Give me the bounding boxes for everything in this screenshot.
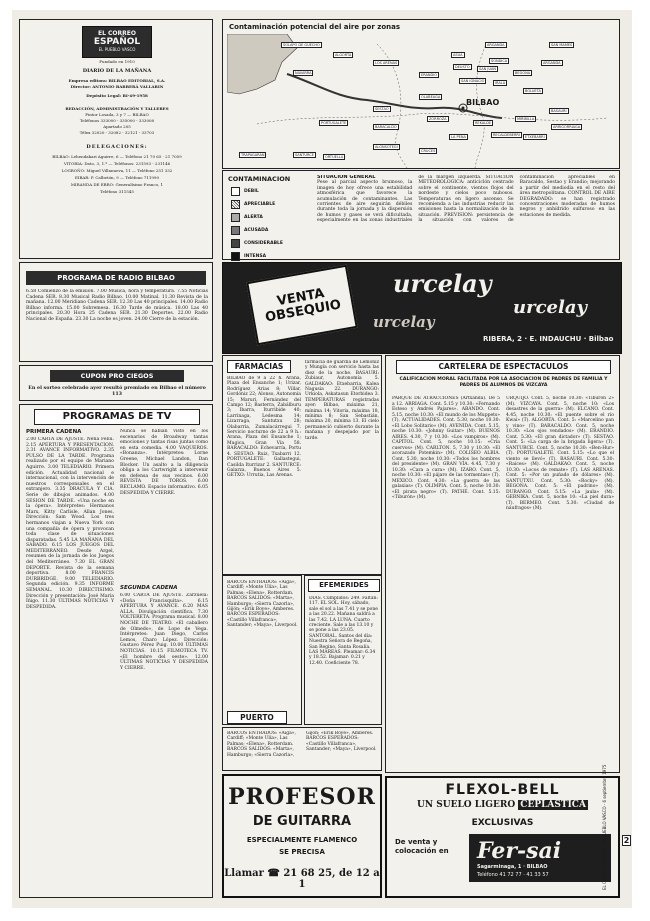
legend-label: INTENSA: [244, 254, 267, 259]
map-zone-label: MIRIBILLA: [517, 117, 535, 121]
legend-row: [231, 213, 313, 222]
flexol-line: [387, 800, 618, 810]
legend-list: [231, 187, 313, 265]
masthead-legal-deposit: Depósito Legal: BI-49-1958: [86, 93, 148, 98]
flexol-line-text: UN SUELO LIGERO: [417, 800, 516, 810]
ad-profesor-phone: Llamar ☎ 21 68 25, de 12 a 1: [224, 868, 380, 890]
cartelera-col1: PARQUE DE ATRACCIONES (Artxanda). De 5 a 12. ARRIAGA. Cont. 5.15 y 10.30: «Fernando Esteso y Andrés Pajares». ABANDO. Cont. 5.15, noche 10.30: «El mundo de los Muppets» (T). ACTUALIDADES. Cont. 5.30, noche 10.30: «El Lobo Solitario» (M). AVENIDA. Cont. 5.15, noche 10.30: «Johnny Guitar» (M). BUENOS AIRES. 4.30, 7 y 10.30: «Los vampiros» (M). CAPITOL. Cont. 5, noche 10.15: «Cría cuervos» (M). CARLTON. 5, 7.30 y 10.30: «El acorazado Potemkin» (M). COLISEO ALBIA. Cont. 5.30, noche 10.30: «Todos los hombres del presidente» (M). GRAN VÍA. 4.45, 7.30 y 10.30: «Cara a cara» (M). IZARO. Cont. 5, noche 10.30: «El pájaro de las tormentas» (T). MEXICO. Cont. 4.30: «La guerra de las galaxias» (T). OLIMPIA. Cont. 5, noche 10.30: «El pirata negro» (T). PATHÉ. Cont. 5.15: «Tiburón» (M).: [392, 396, 500, 500]
ad-profesor-title: PROFESOR: [228, 784, 376, 810]
legend-label: APRECIABLE: [244, 202, 276, 207]
radio-body: 6.58 Comienzo de la emisión. 7.00 Música, hora y temperatura. 7.55 Noticias Cadena SER. 8.30 Musical Radio Bilbao. 10.00 Matinal. 11.30 Revista de la mañana. 12.00 Meridiano Cadena SER. 12.30 Las 40 principales. 14.00 Radio Bilbao informa. 15.00 Sobremesa. 16.30 Tarde de música. 18.00 Las 40 principales. 20.30 Hora 25 Cadena SER. 21.30 Deportes. 22.00 Radio Nacional de España. 23.30 La noche es joven. 24.00 Cierre de la estación.: [26, 289, 208, 322]
map-zone-label: ALONSOTEGI: [375, 145, 398, 149]
puerto-section: [222, 575, 302, 725]
puerto-body: BARCOS ENTRADOS: «Aiga», Cardiff; «Monte Ulía», Las Palmas; «Elena», Rotterdam. BARCOS SALIDOS: «Marta», Hamburgo; «Sierra Cazorla», Gijón; «Erik Boye», Amberes. BARCOS ESPERADOS: «Castillo Villafranca», Santander; «Maya», Liverpool.: [227, 580, 298, 629]
masthead-logo: [82, 26, 152, 58]
legend-row: [231, 239, 313, 248]
map-zone-label: NAVARRA: [295, 71, 312, 75]
map-zone-label: CRUCES: [421, 149, 436, 153]
puerto-body-cont: BARCOS ENTRADOS: «Aiga», Cardiff; «Monte Ulía», Las Palmas; «Elena», Rotterdam. BARCOS SALIDOS: «Marta», Hamburgo; «Sierra Cazorla», Gijón; «Erik Boye», Amberes. BARCOS ESPERADOS: «Castillo Villafranca», Santander; «Maya», Liverpool.: [227, 731, 377, 758]
weather-article: [317, 175, 615, 257]
venta-obsequio-stamp: [246, 265, 358, 346]
masthead-box: [19, 19, 213, 259]
pollution-legend-box: [222, 170, 620, 260]
urcelay-address: RIBERA, 2 · E. INDAUCHU · Bilbao: [483, 335, 614, 343]
legend-row: [231, 226, 313, 235]
tv-col1: 2.00 CARTA DE AJUSTE. Nena Feliu. 2.15 APERTURA Y PRESENTACION. 2.31 AVANCE INFORMATIVO. 2.35 PULSO DE LA TARDE. Programa realizado por el equipo de Mariano Aguirre. 3.00 TELEDIARIO. Primera edición. Actualidad nacional e internacional, con la intervención de nuestros corresponsales en el extranjero. 3.35 DRÁCULA Y CIA. Serie de dibujos animados. 4.00 SESION DE TARDE. «Una noche en la ópera». Intérpretes: Hermanos Marx, Kitty Carlisle, Allan Jones. Dirección: Sam Wood. Los tres hermanos viajan a Nueva York con una compañía de ópera y provocan toda clase de situaciones disparatadas. 5.45 LA MAÑANA DEL SÁBADO. 6.15 LOS JUEGOS DEL MEDITERRÁNEO. Desde Argel, resumen de la jornada de los Juegos del Mediterráneo. 7.30 EL GRAN DEPORTE. Revista de la semana deportiva. 8.00 FRANCIS DURBRIDGE. 9.00 TELEDIARIO. Segunda edición. 9.35 INFORME SEMANAL. 10.30 DIRECTISIMO. Dirección y presentación: José María Íñigo. 11.30 ÚLTIMAS NOTICIAS Y DESPEDIDA.: [26, 437, 114, 610]
flexol-bell-ad: [385, 776, 620, 898]
map-zone-label: SESTAO: [375, 107, 389, 111]
legend-swatch: [231, 200, 240, 209]
urcelay-brand-repeat: urcelay: [373, 313, 435, 331]
flexol-exclusive: EXCLUSIVAS: [471, 818, 534, 828]
map-zone-label: SONDICA: [491, 59, 508, 63]
map-zone-label: LOS ARENAS: [375, 61, 398, 65]
map-zone-label: ZORROZA: [429, 117, 447, 121]
tv-col2b: 6.00 CARTA DE AJUSTE. Zarzuela: «Doña Francisquita». 6.15 APERTURA Y AVANCE. 6.20 MAS ALLA. Divulgación científica. 7.30 VOLTERETA. Programa musical. 8.00 NOCHE DE TEATRO. «El caballero de Olmedo», de Lope de Vega. Intérpretes: Juan Diego, Carlos Lemos, Charo López. Dirección: Gustavo Pérez Puig. 10.00 ÚLTIMAS NOTICIAS. 10.15 FILMOTECA TV. «El hombre del oeste». 12.00 ÚLTIMAS NOTICIAS Y DESPEDIDA Y CIERRE.: [120, 593, 208, 671]
cupon-section: [19, 365, 213, 401]
legend-label: DEBIL: [244, 189, 259, 194]
map-zone-label: ETXEBARRI: [525, 135, 545, 139]
map-zone-label: ORTUELLA: [325, 155, 344, 159]
map-zone-label: LA PEÑA: [451, 135, 466, 139]
cartelera-col2: URQUIJO. Cont. 5, noche 10.30: «Tiburón 2» (M). VIZCAYA. Cont. 5, noche 10: «Los desastres de la guerra» (M). ELCANO. Cont. 4.45, noche 10.30: «El puente sobre el río Kwai» (T). ALGORTA. Cont. 5: «Marcelino pan y vino» (T). BARACALDO. Cont. 5, noche 10.30: «Los ojos vendados» (M). ERANDIO. Cont. 5.30: «El gran dictador» (T). SESTAO. Cont. 5: «La carga de la brigada ligera» (T). SANTURCE. Cont. 5, noche 10.30: «Ben-Hur» (T). PORTUGALETE. Cont. 5.15: «Lo que el viento se llevó» (T). BASAURI. Cont. 5.30: «Raíces» (M). GALDAKAO. Cont. 5, noche 10.30: «Locos de remate» (T). LAS ARENAS. Cont. 5: «Por un puñado de dólares» (M). SANTUTXU. Cont. 5.30: «Rocky» (M). BEGOÑA. Cont. 5: «El padrino» (M). DURANGO. Cont. 5.15: «La jaula» (M). GERNIKA. Cont. 5, noche 10: «La piel dura» (T). BERMEO. Cont. 5.30: «Ciudad de náufragos» (M).: [506, 396, 614, 511]
legend-swatch: [231, 239, 240, 248]
weather-body: Pese al parcial aspecto brumoso, la imagen de hoy ofrece una estabilidad atmosférica que favorece la acumulación de contaminantes. Las corrientes de aire seguirán débiles durante toda la jornada y la dispersión de humos y gases se verá dificultada, especialmente en las zonas industriales de la margen izquierda. SITUACION METEOROLOGICA: anticiclón centrado sobre el continente, vientos flojos del nordeste y cielos poco nubosos. Temperaturas en ligero ascenso. Se recomienda a las industrias reducir las emisiones hasta la normalización de la situación. PREVISION: persistencia de la situación con valores de contaminación apreciables en Baracaldo, Sestao y Erandio; mejorando a partir del mediodía en el resto del área metropolitana. CONTROL DE AIRE DEGRADADO: se han registrado concentraciones moderadas de humos negros y anhídrido sulfuroso en las estaciones de medida.: [317, 175, 615, 224]
legend-label: CONSIDERABLE: [244, 241, 283, 246]
flexol-sale: De venta y colocación en: [395, 838, 449, 855]
tv-col2: Nunca se habían visto en los escenarios de Broadway tantas emociones y tantas risas juntas como en esta comedia. 4.00 VAQUEROS. «Bonanza». Intérpretes: Lorne Greene, Michael Landon, Dan Blocker. Un asalto a la diligencia obliga a los Cartwright a intervenir en defensa de sus vecinos. 6.00 REVISTA DE TOROS. 6.00 RECLAMO. Espacio informativo. 6.05 DESPEDIDA Y CIERRE.: [120, 429, 208, 496]
flexol-brand: FLEXOL-BELL: [445, 782, 560, 798]
map-zone-label: ERANDIO: [421, 73, 437, 77]
logo-line1: EL CORREO: [98, 30, 136, 37]
ad-profesor-line: ESPECIALMENTE FLAMENCO: [246, 836, 358, 844]
farmacias-section: [222, 355, 382, 575]
map-zone-label: ARGANDA: [487, 43, 505, 47]
map-zone-label: SAN IGNACIO: [461, 79, 485, 83]
legend-title: CONTAMINACION: [228, 175, 291, 183]
map-zone-label: SOLAPO DE GUECHO: [283, 43, 320, 47]
logo-line3: EL PUEBLO VASCO: [98, 47, 136, 52]
map-zone-label: ARRIGORRIAGA: [553, 125, 581, 129]
office-phones: Teléfonos 333000 - 335000 - 333008: [79, 118, 155, 123]
venta-obsequio-text: VENTA OBSEQUIO: [264, 286, 343, 326]
legend-swatch: [231, 213, 240, 222]
map-zone-label: BEGOÑA: [515, 71, 531, 75]
map-zone-label: RECALDEBERRI: [493, 133, 520, 137]
delegation-item: MIRANDA DE EBRO: Generalísimo Franco, 1: [70, 182, 164, 187]
efemerides-section: [304, 575, 382, 725]
map-zone-label: SAN MAMES: [551, 43, 573, 47]
radio-heading: PROGRAMA DE RADIO BILBAO: [26, 271, 206, 285]
fersai-phone: Teléfono 41 72 77 · 41 33 57: [477, 872, 549, 878]
cupon-body: En el sorteo celebrado ayer resultó premiado en Bilbao el número 113: [28, 385, 206, 397]
map-zone-label: ALGORTA: [335, 53, 352, 57]
office-telex: Télex 32020 - 32082 - 32121 - 33703: [79, 130, 155, 135]
delegation-item: BILBAO: Lehendakari Aguirre, 6 — Teléfono 21 70 65 · 21 7059: [52, 154, 182, 159]
delegation-item: VITORIA: Dato, 3, 1.º — Teléfonos: 231593 - 231146: [63, 161, 171, 166]
page-number: 2: [623, 836, 630, 845]
pollution-map-title: Contaminación potencial del aire por zonas: [229, 23, 401, 31]
weather-heading: SITUACION GENERAL: [317, 175, 376, 180]
logo-line2: ESPAÑOL: [93, 37, 141, 47]
fersai-name: Fer-sai: [477, 838, 562, 864]
map-zone-label: DEUSTO: [455, 65, 470, 69]
urcelay-brand-repeat: urcelay: [513, 297, 587, 318]
delegations-heading: DELEGACIONES:: [86, 144, 148, 150]
masthead-company: Empresa editora: BILBAO EDITORIAL, S.A.: [68, 78, 166, 83]
delegation-item: Teléfono 311545: [100, 189, 134, 194]
farmacias-body2: farmacia de guardia de Lemóniz y Mungía con servicio hasta las diez de la noche. BASAURI: Zubiaur, Autonomía 5. GALDAKAO: Etxebarria, Kalea Nagusia 22. DURANGO: Urkiola, Askatasun Etorbidea 3. TEMPERATURAS registradas ayer: Bilbao, máxima 21, mínima 14; Vitoria, máxima 18, mínima 8; San Sebastián, máxima 20, mínima 13. El cielo permaneció cubierto durante la mañana y despejado por la tarde.: [305, 360, 379, 441]
map-zone-label: TRAPAGARAN: [241, 153, 265, 157]
office-heading: REDACCIÓN, ADMINISTRACIÓN Y TALLERES: [65, 106, 169, 111]
tv-first-channel: PRIMERA CADENA: [26, 429, 82, 435]
map-zone-label: ASUA: [453, 53, 463, 57]
legend-row: [231, 252, 313, 261]
masthead-founded: Fundado en 1910: [99, 59, 135, 64]
map-zone-label: SANTURCE: [295, 153, 314, 157]
cupon-heading: CUPON PRO CIEGOS: [50, 370, 184, 382]
map-zone-label: BARACALDO: [375, 125, 397, 129]
farmacias-heading: FARMACIAS: [227, 360, 291, 373]
map-zone-label: BASAURI: [551, 109, 567, 113]
cartelera-subheading: CALIFICACION MORAL FACILITADA POR LA ASOCIACION DE PADRES DE FAMILIA Y PADRES DE ALUMNOS DE VIZCAYA: [399, 377, 608, 388]
office-address: Pintor Losada, 3 y 7 — BILBAO: [85, 112, 149, 117]
map-zone-label: IRALA: [495, 81, 506, 85]
legend-swatch: [231, 187, 240, 196]
efemerides-body: DIAS. Cumplidos: 249. Faltan: 117. EL SOL. Hoy, sábado, sale el sol a las 7.41 y se pone a las 20.22. Mañana saldrá a las 7.42. LA LUNA. Cuarto creciente. Sale a las 13.10 y se pone a las 23.05. SANTORAL. Santos del día: Nuestra Señora de Begoña, San Regino, Santa Rosalía. LAS MAREAS. Pleamar: 6.34 y 18.52. Bajamar: 0.21 y 12.40. Coeficiente 78.: [309, 596, 378, 666]
legend-label: ALERTA: [244, 215, 263, 220]
legend-row: [231, 200, 313, 209]
fersai-address: Sagarminaga, 1 · BILBAO: [477, 864, 548, 870]
puerto-extra: [222, 727, 382, 771]
delegation-item: EIBAR: P. Calbetón, 9 — Teléfono 711990: [74, 175, 160, 180]
tv-second-channel: SEGUNDA CADENA: [120, 585, 178, 591]
legend-swatch: [231, 252, 240, 261]
fersai-logo: [469, 834, 611, 882]
map-zone-label: PORTUGALETE: [321, 121, 347, 125]
map-zone-label: REKALDE: [475, 121, 492, 125]
farmacias-body: BILBAO de 9 a 22 h. Arana, Plaza del Ensanche 1; Urízar, Rodríguez Arias 8; Villar, Gordóniz 22; Alonso, Autonomía 15; Maruri, Fernández del Campo 12; Basterra, Zabálburu 3; Ibarra, Iturribide 40; Larrinaga, Ledesma 14; Lizarraga, Santutxu 28; Olabarría, Zumalacárregui 7. Servicio nocturno de 22 a 9 h.: Arana, Plaza del Ensanche 1; Mugica, Gran Vía 58. BARACALDO: Echevarría, Portu 4. SESTAO: Ruiz, Txabarri 12. PORTUGALETE: Gallastegui, Casilda Iturrizar 2. SANTURCE: Galarza, Buenos Aires 5. GETXO: Urrutia, Las Arenas.: [227, 376, 301, 479]
delegation-item: LOGROÑO: Miguel Villanueva, 11 — Teléfono 251 332: [61, 168, 173, 173]
cartelera-heading: CARTELERA DE ESPECTACULOS: [396, 360, 611, 374]
puerto-heading: PUERTO: [227, 711, 287, 724]
newspaper-page: [12, 10, 632, 908]
tv-section: [19, 404, 213, 898]
map-city-bilbao: BILBAO: [466, 98, 500, 107]
legend-label: ACUSADA: [244, 228, 269, 233]
tv-heading: PROGRAMAS DE TV: [34, 409, 200, 425]
flexol-product: CEPLASTICA: [520, 800, 586, 810]
office-box: Apartado 205: [103, 124, 131, 129]
urcelay-ad: [222, 262, 622, 354]
pollution-map-box: [222, 19, 620, 169]
map-zone-label: SAN JUAN: [479, 67, 497, 71]
masthead-director: Director: ANTONIO BARBERÁ VALLARIN: [70, 84, 164, 89]
efemerides-heading: EFEMERIDES: [308, 579, 380, 592]
guitar-teacher-ad: [222, 774, 382, 898]
legend-row: [231, 187, 313, 196]
ad-profesor-line2: SE PRECISA: [279, 848, 325, 856]
cartelera-section: [385, 355, 620, 773]
radio-section: [19, 262, 213, 362]
map-zone-label: OLABEAGA: [421, 95, 441, 99]
masthead-subtitle: DIARIO DE LA MAÑANA: [82, 68, 152, 74]
map-zone-label: BOLUETA: [525, 89, 541, 93]
map-zone-label: ARGANDA: [543, 61, 561, 65]
legend-swatch: [231, 226, 240, 235]
ad-profesor-subtitle: DE GUITARRA: [252, 814, 352, 829]
urcelay-brand: urcelay: [393, 269, 492, 298]
side-footer-text: EL CORREO ESPAÑOL - EL PUEBLO VASCO · 6 septiembre 1975: [602, 764, 607, 890]
